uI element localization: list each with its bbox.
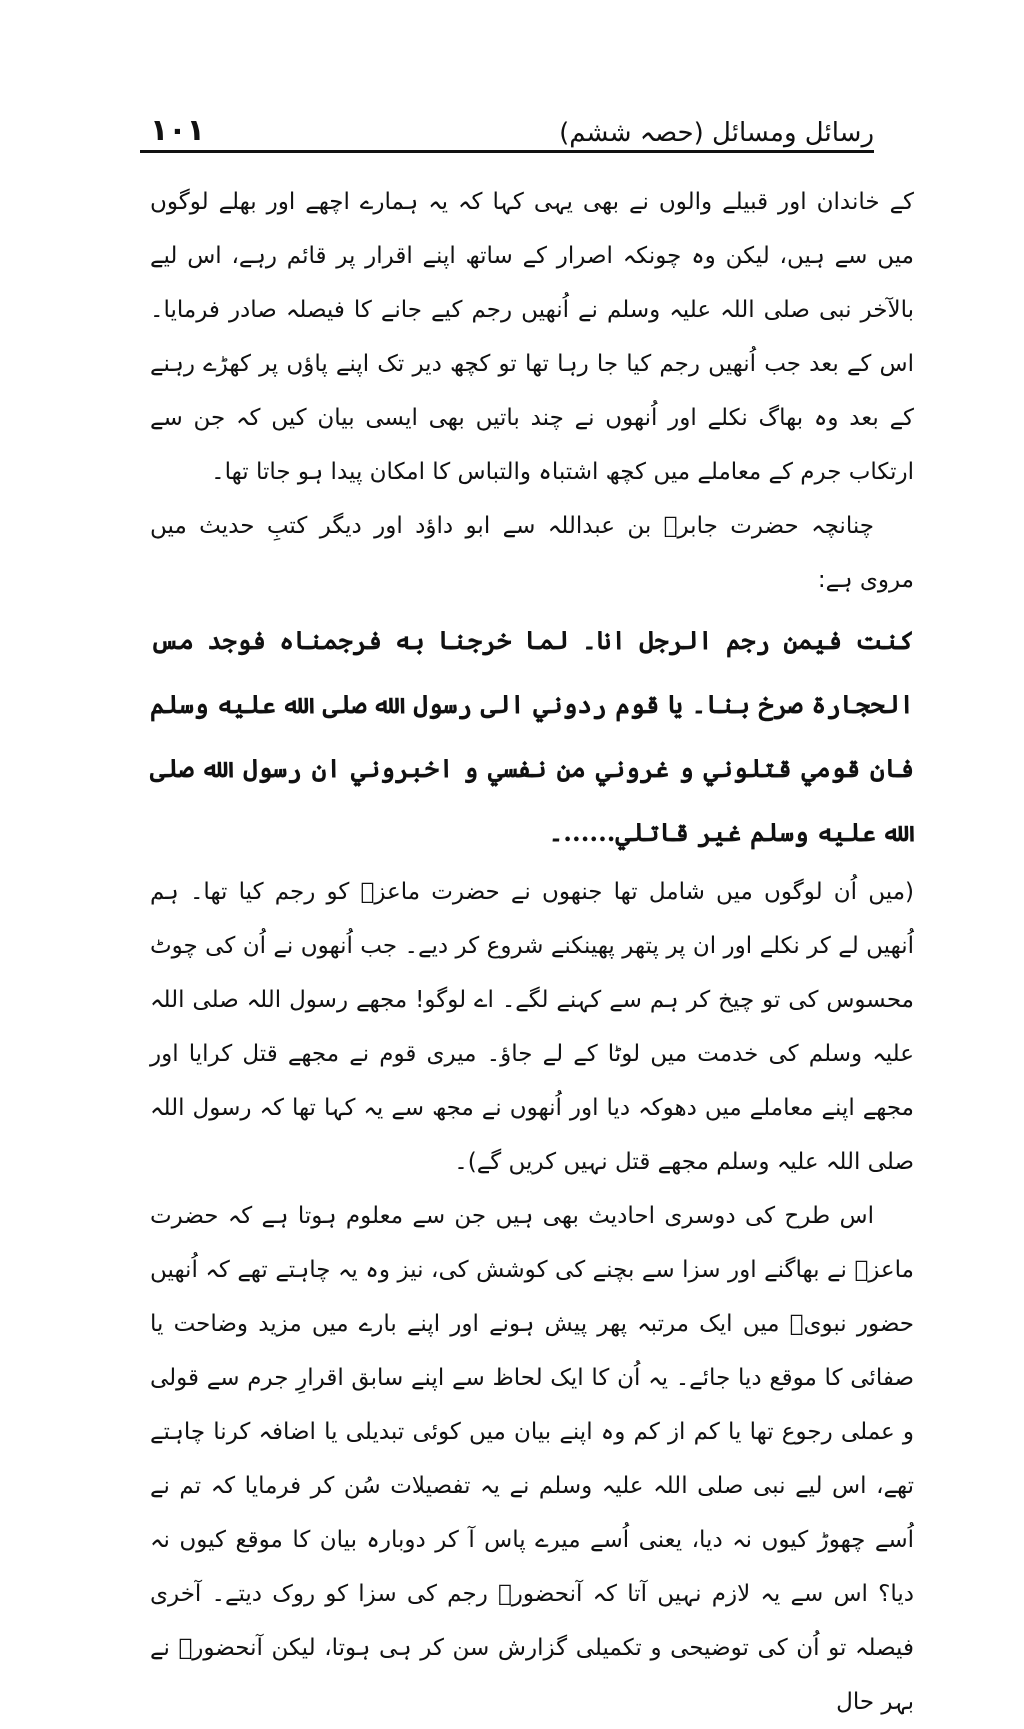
paragraph-3: اس طرح کی دوسری احادیث بھی ہیں جن سے معلوم ہوتا ہے کہ حضرت ماعزؓ نے بھاگنے اور سزا سے بچنے کی کوشش کی، نیز وہ یہ چاہتے تھے کہ اُنھیں حضور نبویؐ میں ایک مرتبہ پھر پیش ہونے اور اپنے بارے میں مزید وضاحت یا صفائی کا موقع دیا جائے۔ یہ اُن کا ایک لحاظ سے اپنے سابق اقرارِ جرم سے قولی و عملی رجوع تھا یا کم از کم وہ اپنے بیان میں کوئی تبدیلی یا اضافہ کرنا چاہتے تھے، اس لیے نبی صلی اللہ علیہ وسلم نے یہ تفصیلات سُن کر فرمایا کہ تم نے اُسے چھوڑ کیوں نہ دیا، یعنی اُسے میرے پاس آ کر دوبارہ بیان کا موقع کیوں نہ دیا؟ اس سے یہ لازم نہیں آتا کہ آنحضورؐ رجم کی سزا کو روک دیتے۔ آخری فیصلہ تو اُن کی توضیحی و تکمیلی گزارش سن کر ہی ہوتا، لیکن آنحضورؐ نے بہر حال — [150, 1203, 914, 1715]
page-number: ۱۰۱ — [150, 113, 205, 148]
paragraph-2: چنانچہ حضرت جابرؓ بن عبداللہ سے ابو داؤد اور دیگر کتبِ حدیث میں مروی ہے: — [150, 513, 914, 593]
header-rule — [140, 150, 874, 153]
paragraph-1: کے خاندان اور قبیلے والوں نے بھی یہی کہا کہ یہ ہمارے اچھے اور بھلے لوگوں میں سے ہیں، لیکن وہ چونکہ اصرار کے ساتھ اپنے اقرار پر قائم رہے، اس لیے بالآخر نبی صلی اللہ علیہ وسلم نے اُنھیں رجم کیے جانے کا فیصلہ صادر فرمایا۔ اس کے بعد جب اُنھیں رجم کیا جا رہا تھا تو کچھ دیر تک اپنے پاؤں پر کھڑے رہنے کے بعد وہ بھاگ نکلے اور اُنھوں نے چند باتیں بھی ایسی بیان کیں کہ جن سے ارتکاب جرم کے معاملے میں کچھ اشتباہ والتباس کا امکان پیدا ہو جاتا تھا۔ — [150, 189, 914, 485]
page-header — [150, 100, 874, 148]
arabic-hadith-quote: كنت فيمن رجم الرجل انا۔ لما خرجنا به فرجمناه فوجد مس الحجارة صرخ بنا۔ يا قوم ردوني الى رسول الله صلى الله عليه وسلم فان قومي قتلوني و غروني من نفسي و اخبروني ان رسول الله صلى الله عليه وسلم غير قاتلي......۔ — [150, 626, 914, 847]
hadith-translation: (میں اُن لوگوں میں شامل تھا جنھوں نے حضرت ماعزؓ کو رجم کیا تھا۔ ہم اُنھیں لے کر نکلے اور ان پر پتھر پھینکنے شروع کر دیے۔ جب اُنھوں نے اُن کی چوٹ محسوس کی تو چیخ کر ہم سے کہنے لگے۔ اے لوگو! مجھے رسول اللہ صلی اللہ علیہ وسلم کی خدمت میں لوٹا کے لے جاؤ۔ میری قوم نے مجھے قتل کرایا اور مجھے اپنے معاملے میں دھوکہ دیا اور اُنھوں نے مجھ سے یہ کہا تھا کہ رسول اللہ صلی اللہ علیہ وسلم مجھے قتل نہیں کریں گے)۔ — [150, 879, 914, 1175]
running-title: رسائل ومسائل (حصہ ششم) — [559, 118, 874, 148]
page-content — [150, 175, 914, 1715]
